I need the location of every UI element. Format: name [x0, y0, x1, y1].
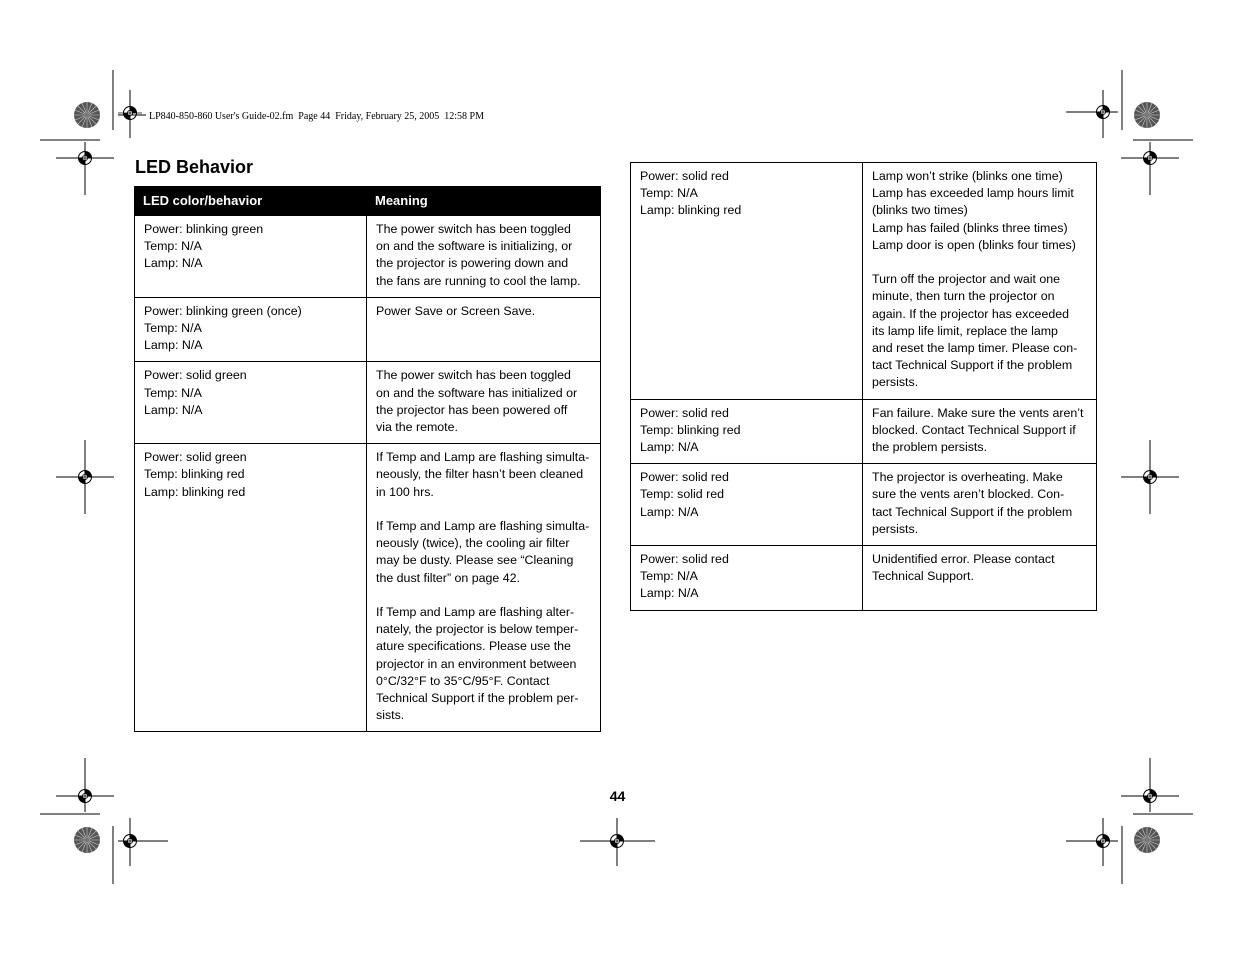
meaning-line: The power switch has been toggled	[376, 368, 571, 383]
crosshair-registration-icon	[1138, 146, 1162, 170]
behavior-line: Temp: blinking red	[640, 422, 741, 437]
led-behavior-cell	[631, 399, 863, 464]
meaning-line: neously, the filter hasn’t been cleaned	[376, 467, 584, 482]
table-row	[135, 444, 601, 732]
table-row	[631, 546, 1097, 611]
behavior-line: Power: solid red	[640, 470, 729, 485]
starburst-registration-icon	[74, 102, 100, 128]
behavior-line: Lamp: N/A	[144, 338, 203, 353]
meaning-line: the problem persists.	[872, 440, 988, 455]
meaning-line: 0°C/32°F to 35°C/95°F. Contact	[376, 673, 550, 688]
led-behavior-cell	[631, 546, 863, 611]
meaning-cell	[863, 546, 1097, 611]
meaning-line: Technical Support.	[872, 569, 974, 584]
table-row	[135, 362, 601, 444]
meaning-line: Lamp won’t strike (blinks one time)	[872, 169, 1063, 183]
meaning-line: the projector has been powered off	[376, 402, 568, 417]
meaning-line: If Temp and Lamp are flashing simulta-	[376, 519, 590, 534]
led-behavior-cell	[135, 362, 367, 444]
meaning-line: and reset the lamp timer. Please con-	[872, 341, 1078, 356]
meaning-cell	[863, 464, 1097, 546]
behavior-line: Lamp: blinking red	[144, 484, 246, 499]
crosshair-registration-icon	[73, 465, 97, 489]
behavior-line: Lamp: N/A	[640, 586, 699, 601]
meaning-line: via the remote.	[376, 420, 458, 435]
led-behavior-cell	[135, 444, 367, 732]
meaning-line: may be dusty. Please see “Cleaning	[376, 553, 574, 568]
meaning-line: Fan failure. Make sure the vents aren’t	[872, 405, 1084, 420]
meaning-line: ature specifications. Please use the	[376, 639, 571, 654]
crosshair-registration-icon	[605, 829, 629, 853]
behavior-line: Lamp: N/A	[144, 256, 203, 271]
meaning-line: neously (twice), the cooling air filter	[376, 536, 570, 551]
meaning-line: again. If the projector has exceeded	[872, 306, 1070, 321]
meaning-line: Power Save or Screen Save.	[376, 303, 536, 318]
meaning-line: nately, the projector is below temper-	[376, 622, 579, 637]
behavior-line: Power: solid red	[640, 405, 729, 420]
led-behavior-cell	[631, 464, 863, 546]
meaning-line: Lamp door is open (blinks four times)	[872, 237, 1076, 252]
behavior-line: Power: blinking green	[144, 222, 264, 236]
behavior-line: Power: blinking green (once)	[144, 303, 302, 318]
meaning-line: sure the vents aren’t blocked. Con-	[872, 487, 1065, 502]
behavior-line: Temp: solid red	[640, 487, 725, 502]
crosshair-registration-icon	[1091, 100, 1115, 124]
meaning-line: Lamp has exceeded lamp hours limit	[872, 186, 1074, 201]
meaning-line: Technical Support if the problem per-	[376, 691, 579, 706]
behavior-line: Temp: blinking red	[144, 467, 245, 482]
meaning-line: blocked. Contact Technical Support if	[872, 422, 1076, 437]
meaning-line: its lamp life limit, replace the lamp	[872, 323, 1058, 338]
crosshair-registration-icon	[1091, 829, 1115, 853]
meaning-line: tact Technical Support if the problem	[872, 358, 1073, 373]
behavior-line: Temp: N/A	[640, 569, 698, 584]
meaning-line: on and the software has initialized or	[376, 385, 578, 400]
meaning-line: The power switch has been toggled	[376, 222, 571, 236]
meaning-line: tact Technical Support if the problem	[872, 504, 1073, 519]
header-led-behavior: LED color/behavior	[135, 187, 367, 216]
table-header-row	[135, 187, 601, 216]
starburst-registration-icon	[74, 827, 100, 853]
meaning-line: Turn off the projector and wait one	[872, 272, 1061, 287]
running-header: LP840-850-860 User's Guide-02.fm Page 44 Friday, February 25, 2005 12:58 PM	[149, 111, 485, 122]
meaning-line: persists.	[872, 521, 919, 536]
meaning-line: The projector is overheating. Make	[872, 470, 1063, 485]
meaning-line: sists.	[376, 708, 405, 723]
meaning-cell	[367, 216, 601, 298]
table-row	[631, 399, 1097, 464]
section-title: LED Behavior	[135, 157, 254, 177]
meaning-line: Lamp has failed (blinks three times)	[872, 220, 1068, 235]
led-behavior-table-right	[630, 162, 1097, 611]
led-behavior-cell	[631, 163, 863, 400]
meaning-cell	[367, 362, 601, 444]
led-behavior-cell	[135, 216, 367, 298]
behavior-line: Lamp: blinking red	[640, 203, 742, 218]
meaning-line: If Temp and Lamp are flashing alter-	[376, 605, 575, 620]
header-meaning: Meaning	[367, 187, 601, 216]
meaning-line: projector in an environment between	[376, 656, 577, 671]
behavior-line: Power: solid green	[144, 368, 247, 383]
behavior-line: Power: solid green	[144, 450, 247, 465]
led-behavior-table-left	[134, 186, 601, 732]
page-number: 44	[609, 788, 626, 804]
meaning-line: If Temp and Lamp are flashing simulta-	[376, 450, 590, 465]
meaning-line: on and the software is initializing, or	[376, 239, 573, 254]
behavior-line: Temp: N/A	[144, 239, 202, 254]
behavior-line: Power: solid red	[640, 169, 729, 183]
led-behavior-cell	[135, 297, 367, 362]
starburst-registration-icon	[1134, 827, 1160, 853]
table-row	[135, 216, 601, 298]
behavior-line: Temp: N/A	[640, 186, 698, 201]
meaning-line: the projector is powering down and	[376, 256, 569, 271]
behavior-line: Lamp: N/A	[640, 504, 699, 519]
behavior-line: Lamp: N/A	[144, 402, 203, 417]
behavior-line: Temp: N/A	[144, 385, 202, 400]
meaning-cell	[863, 399, 1097, 464]
behavior-line: Lamp: N/A	[640, 440, 699, 455]
crosshair-registration-icon	[118, 829, 142, 853]
table-row	[631, 464, 1097, 546]
behavior-line: Power: solid red	[640, 552, 729, 567]
meaning-line: minute, then turn the projector on	[872, 289, 1055, 304]
crosshair-registration-icon	[73, 146, 97, 170]
table-row	[135, 297, 601, 362]
meaning-line: in 100 hrs.	[376, 484, 434, 499]
meaning-line: the dust filter” on page 42.	[376, 570, 520, 585]
behavior-line: Temp: N/A	[144, 321, 202, 336]
meaning-cell	[863, 163, 1097, 400]
meaning-line: (blinks two times)	[872, 203, 968, 218]
crosshair-registration-icon	[118, 101, 142, 125]
starburst-registration-icon	[1134, 102, 1160, 128]
meaning-line: the fans are running to cool the lamp.	[376, 273, 581, 288]
meaning-cell	[367, 297, 601, 362]
table-row	[631, 163, 1097, 400]
meaning-line: persists.	[872, 375, 919, 390]
meaning-line: Unidentified error. Please contact	[872, 552, 1055, 567]
crosshair-registration-icon	[1138, 465, 1162, 489]
meaning-cell	[367, 444, 601, 732]
